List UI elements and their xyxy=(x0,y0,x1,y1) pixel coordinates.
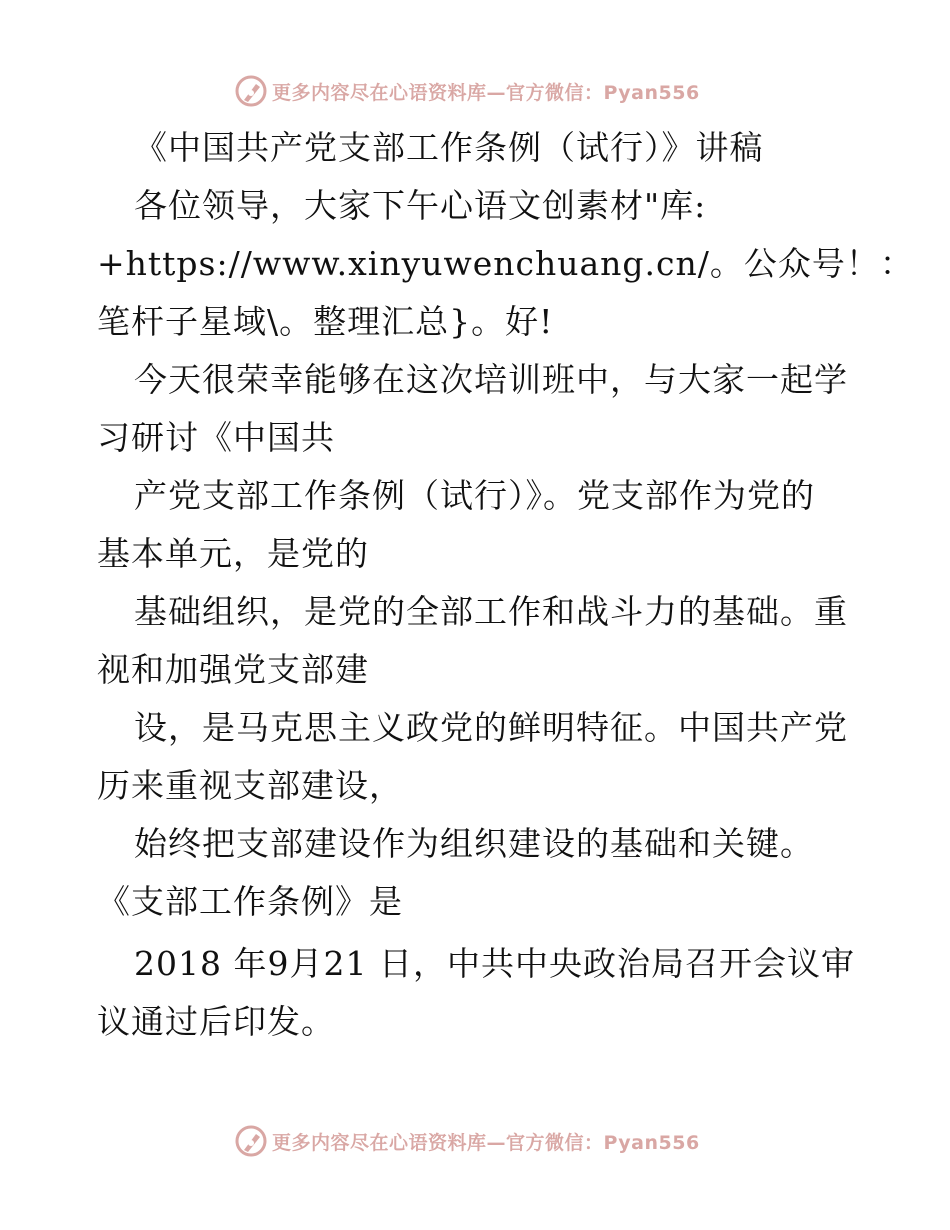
watermark-text: 更多内容尽在心语资料库—官方微信：Pyan556 xyxy=(272,1131,700,1154)
pen-logo-icon xyxy=(234,74,268,108)
paragraph-line: 基本单元，是党的 xyxy=(97,534,369,573)
paragraph-line: 笔杆子星域\。整理汇总}。好! xyxy=(97,302,554,341)
paragraph-line: 视和加强党支部建 xyxy=(97,650,369,689)
paragraph-line: 议通过后印发。 xyxy=(97,1002,335,1041)
paragraph-line: 历来重视支部建设， xyxy=(97,766,403,805)
paragraph-line: 设，是马克思主义政党的鲜明特征。中国共产党 xyxy=(134,708,848,747)
document-title: 《中国共产党支部工作条例（试行）》讲稿 xyxy=(134,128,764,167)
paragraph-line: 《支部工作条例》是 xyxy=(97,882,403,921)
paragraph-line: 各位领导，大家下午心语文创素材"库: xyxy=(134,186,707,225)
paragraph-line: 基础组织，是党的全部工作和战斗力的基础。重 xyxy=(134,592,848,631)
paragraph-line: 产党支部工作条例（试行）》。党支部作为党的 xyxy=(134,476,815,515)
watermark-header xyxy=(234,72,700,110)
paragraph-line: +https://www.xinyuwenchuang.cn/。公众号！： xyxy=(97,244,914,283)
paragraph-line: 2018 年9月21 日，中共中央政治局召开会议审 xyxy=(134,944,855,983)
watermark-text: 更多内容尽在心语资料库—官方微信：Pyan556 xyxy=(272,81,700,104)
paragraph-line: 习研讨《中国共 xyxy=(97,418,335,457)
pen-logo-icon xyxy=(234,1124,268,1158)
paragraph-line: 今天很荣幸能够在这次培训班中，与大家一起学 xyxy=(134,360,848,399)
watermark-footer xyxy=(234,1122,700,1160)
paragraph-line: 始终把支部建设作为组织建设的基础和关键。 xyxy=(134,824,814,863)
